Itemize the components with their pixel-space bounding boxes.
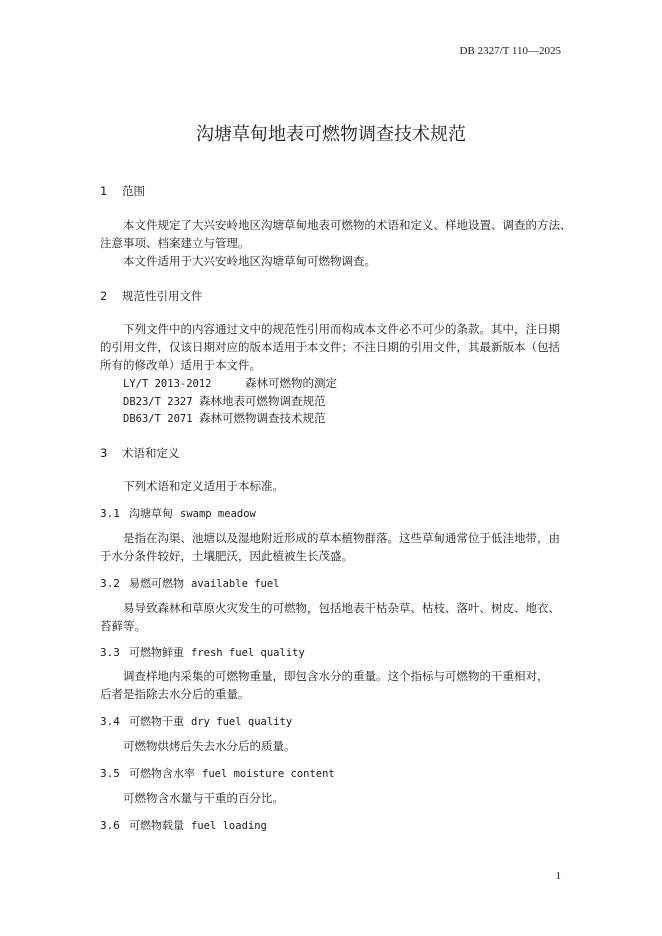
section-title: 术语和定义 <box>122 446 180 460</box>
term-heading <box>100 765 335 781</box>
paragraph-line: 下列术语和定义适用于本标准。 <box>123 479 284 493</box>
term-heading <box>100 644 305 660</box>
term-heading <box>100 817 267 833</box>
paragraph-line: 调查样地内采集的可燃物重量，即包含水分的重量。这个指标与可燃物的干重相对， <box>123 669 549 683</box>
paragraph-line: 本文件适用于大兴安岭地区沟塘草甸可燃物调查。 <box>123 254 376 268</box>
page-title: 沟塘草甸地表可燃物调查技术规范 <box>196 124 466 145</box>
document-code-header: DB 2327/T 110—2025 <box>459 45 561 57</box>
normative-reference <box>123 393 326 409</box>
paragraph-line: 本文件规定了大兴安岭地区沟塘草甸地表可燃物的术语和定义、样地设置、调查的方法、 <box>123 218 572 232</box>
normative-reference <box>123 410 326 426</box>
paragraph-line: 的引用文件，仅该日期对应的版本适用于本文件；不注日期的引用文件，其最新版本（包括 <box>100 340 560 354</box>
term-cn: 易燃可燃物 <box>129 577 184 590</box>
term-heading <box>100 575 280 591</box>
section-number: 1 <box>100 184 108 198</box>
section-title: 范围 <box>122 184 145 198</box>
term-en: fresh fuel quality <box>191 647 305 659</box>
paragraph-line: 可燃物含水量与干重的百分比。 <box>123 791 284 805</box>
reference-code: DB63/T 2071 <box>123 413 193 425</box>
term-number: 3.6 <box>100 819 120 832</box>
paragraph-line: 是指在沟渠、池塘以及湿地附近形成的草本植物群落。这些草甸通常位于低洼地带，由 <box>123 531 560 545</box>
term-en: fuel loading <box>191 820 267 832</box>
paragraph-line: 注意事项、档案建立与管理。 <box>100 236 250 250</box>
term-en: swamp meadow <box>180 508 256 520</box>
term-cn: 可燃物干重 <box>129 715 184 728</box>
paragraph-line: 苔藓等。 <box>100 619 146 633</box>
paragraph-line: 可燃物烘烤后失去水分后的质量。 <box>123 739 296 753</box>
term-cn: 沟塘草甸 <box>129 507 173 520</box>
section-heading-2 <box>100 288 203 304</box>
reference-name: 森林地表可燃物调查规范 <box>199 394 326 408</box>
section-title: 规范性引用文件 <box>122 289 203 303</box>
section-number: 3 <box>100 446 108 460</box>
term-cn: 可燃物载量 <box>129 819 184 832</box>
reference-code: DB23/T 2327 <box>123 396 193 408</box>
term-number: 3.3 <box>100 646 120 659</box>
section-heading-3 <box>100 445 180 461</box>
reference-name: 森林可燃物的测定 <box>245 376 337 390</box>
paragraph-line: 所有的修改单）适用于本文件。 <box>100 358 261 372</box>
term-number: 3.5 <box>100 767 120 780</box>
term-heading <box>100 713 292 729</box>
term-cn: 可燃物鲜重 <box>129 646 184 659</box>
term-en: dry fuel quality <box>191 716 293 728</box>
paragraph-line: 易导致森林和草原火灾发生的可燃物，包括地表干枯杂草、枯枝、落叶、树皮、地衣、 <box>123 601 560 615</box>
paragraph-line: 后者是指除去水分后的重量。 <box>100 687 250 701</box>
paragraph-line: 于水分条件较好，土壤肥沃，因此植被生长茂盛。 <box>100 549 353 563</box>
normative-reference <box>123 375 337 391</box>
reference-name: 森林可燃物调查技术规范 <box>199 411 326 425</box>
section-heading-1 <box>100 183 145 199</box>
term-number: 3.4 <box>100 715 120 728</box>
section-number: 2 <box>100 289 108 303</box>
term-cn: 可燃物含水率 <box>129 767 195 780</box>
term-en: fuel moisture content <box>202 768 335 780</box>
term-en: available fuel <box>191 578 280 590</box>
term-heading <box>100 505 256 521</box>
page-number: 1 <box>555 870 561 882</box>
reference-code: LY/T 2013-2012 <box>123 378 212 390</box>
term-number: 3.2 <box>100 577 120 590</box>
term-number: 3.1 <box>100 507 120 520</box>
paragraph-line: 下列文件中的内容通过文中的规范性引用而构成本文件必不可少的条款。其中，注日期 <box>123 322 560 336</box>
